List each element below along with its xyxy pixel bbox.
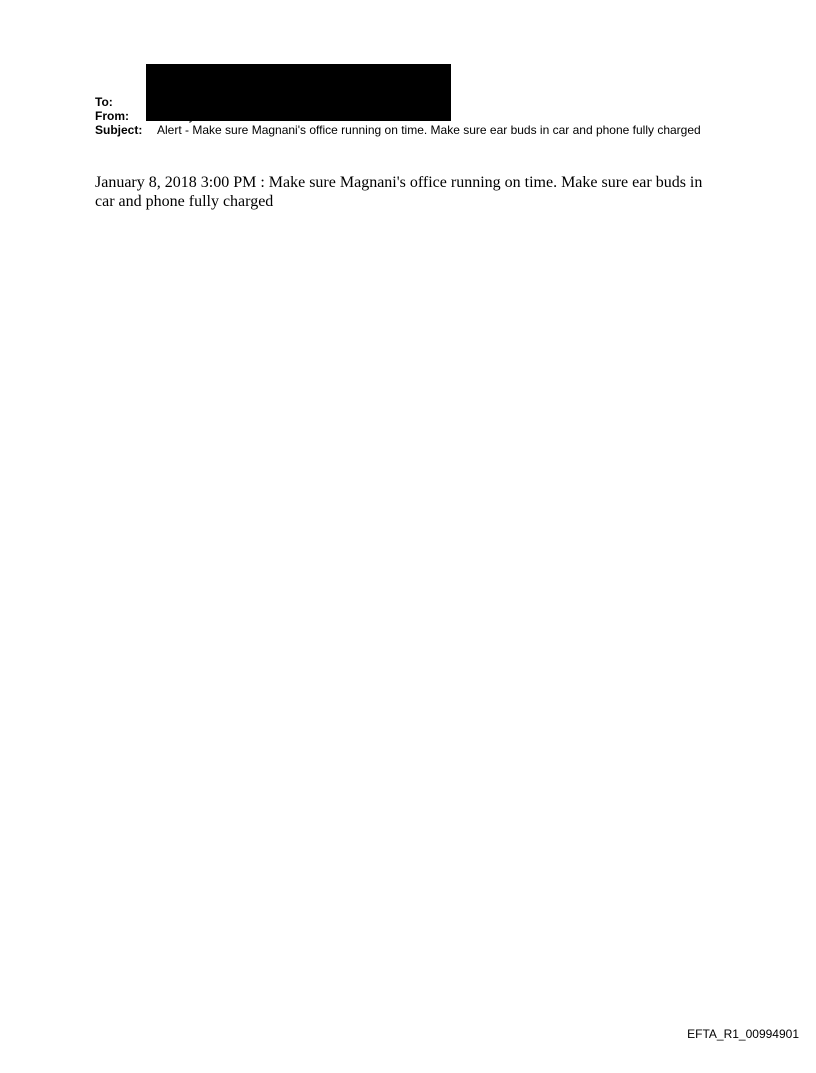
redaction-box xyxy=(146,64,451,121)
from-label: From: xyxy=(95,109,129,123)
document-id: EFTA_R1_00994901 xyxy=(687,1027,799,1041)
to-label: To: xyxy=(95,95,113,109)
subject-text: Alert - Make sure Magnani's office running on time. Make sure ear buds in car and phone fully charged xyxy=(157,123,701,137)
subject-row xyxy=(95,123,735,137)
email-body: January 8, 2018 3:00 PM : Make sure Magnani's office running on time. Make sure ear buds in car and phone fully charged xyxy=(95,174,703,210)
subject-label: Subject: xyxy=(95,123,143,137)
